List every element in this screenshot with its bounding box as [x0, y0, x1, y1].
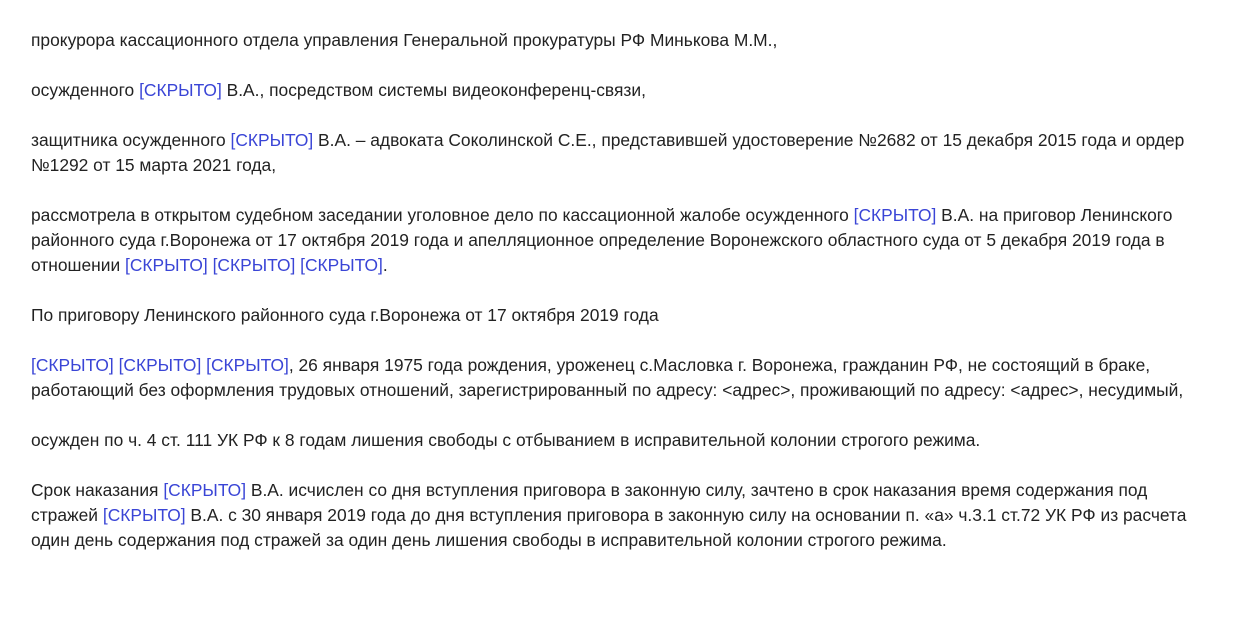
paragraph-text: В.А., посредством системы видеоконференц-связи,	[221, 80, 646, 100]
paragraph-text: Срок наказания	[31, 480, 164, 500]
document-paragraph	[31, 478, 1214, 553]
document-paragraph	[31, 128, 1214, 178]
paragraph-text: По приговору Ленинского районного суда г.Воронежа от 17 октября 2019 года	[31, 305, 659, 325]
paragraph-text: осужден по ч. 4 ст. 111 УК РФ к 8 годам лишения свободы с отбыванием в исправительной колонии строгого режима.	[31, 430, 981, 450]
paragraph-text: .	[382, 255, 388, 275]
redacted-text: [СКРЫТО]	[31, 355, 114, 375]
paragraph-text: осужденного	[31, 80, 140, 100]
paragraph-text: В.А. с 30 января 2019 года до дня вступления приговора в законную силу на основании п. «а» ч.3.1 ст.72 УК РФ из расчета один день содержания под стражей за один день лишения свободы в исправительной колонии строгого режима.	[31, 505, 1187, 550]
redacted-text: [СКРЫТО]	[206, 355, 289, 375]
redacted-text: [СКРЫТО]	[300, 255, 383, 275]
paragraph-text: В.А. на приговор Ленинского районного суда г.Воронежа от 17 октября 2019 года и апелляционное определение Воронежского областного суда от 5 декабря 2019 года в отношении	[31, 205, 1173, 275]
paragraph-text: прокурора кассационного отдела управления Генеральной прокуратуры РФ Минькова М.М.,	[31, 30, 778, 50]
paragraph-text: , 26 января 1975 года рождения, уроженец с.Масловка г. Воронежа, гражданин РФ, не состоящий в браке, работающий без оформления трудовых отношений, зарегистрированный по адресу: <адрес>, проживающий по адресу: <адрес>, несудимый,	[31, 355, 1184, 400]
redacted-text: [СКРЫТО]	[125, 255, 208, 275]
paragraph-text: рассмотрела в открытом судебном заседании уголовное дело по кассационной жалобе осужденного	[31, 205, 854, 225]
redacted-text: [СКРЫТО]	[102, 505, 186, 525]
redacted-text: [СКРЫТО]	[212, 255, 296, 275]
document-paragraph	[31, 353, 1214, 403]
document-paragraph	[31, 28, 1214, 53]
document-paragraph	[31, 78, 1214, 103]
paragraph-text: В.А. – адвоката Соколинской С.Е., представившей удостоверение №2682 от 15 декабря 2015 года и ордер №1292 от 15 марта 2021 года,	[31, 130, 1185, 175]
redacted-text: [СКРЫТО]	[118, 355, 202, 375]
document-paragraph	[31, 203, 1214, 278]
redacted-text: [СКРЫТО]	[230, 130, 314, 150]
paragraph-text: В.А. исчислен со дня вступления приговора в законную силу, зачтено в срок наказания время содержания под стражей	[31, 480, 1148, 525]
paragraph-text: защитника осужденного	[31, 130, 231, 150]
redacted-text: [СКРЫТО]	[163, 480, 247, 500]
document-body	[31, 28, 1214, 553]
document-paragraph	[31, 303, 1214, 328]
redacted-text: [СКРЫТО]	[139, 80, 222, 100]
document-paragraph	[31, 428, 1214, 453]
redacted-text: [СКРЫТО]	[853, 205, 937, 225]
